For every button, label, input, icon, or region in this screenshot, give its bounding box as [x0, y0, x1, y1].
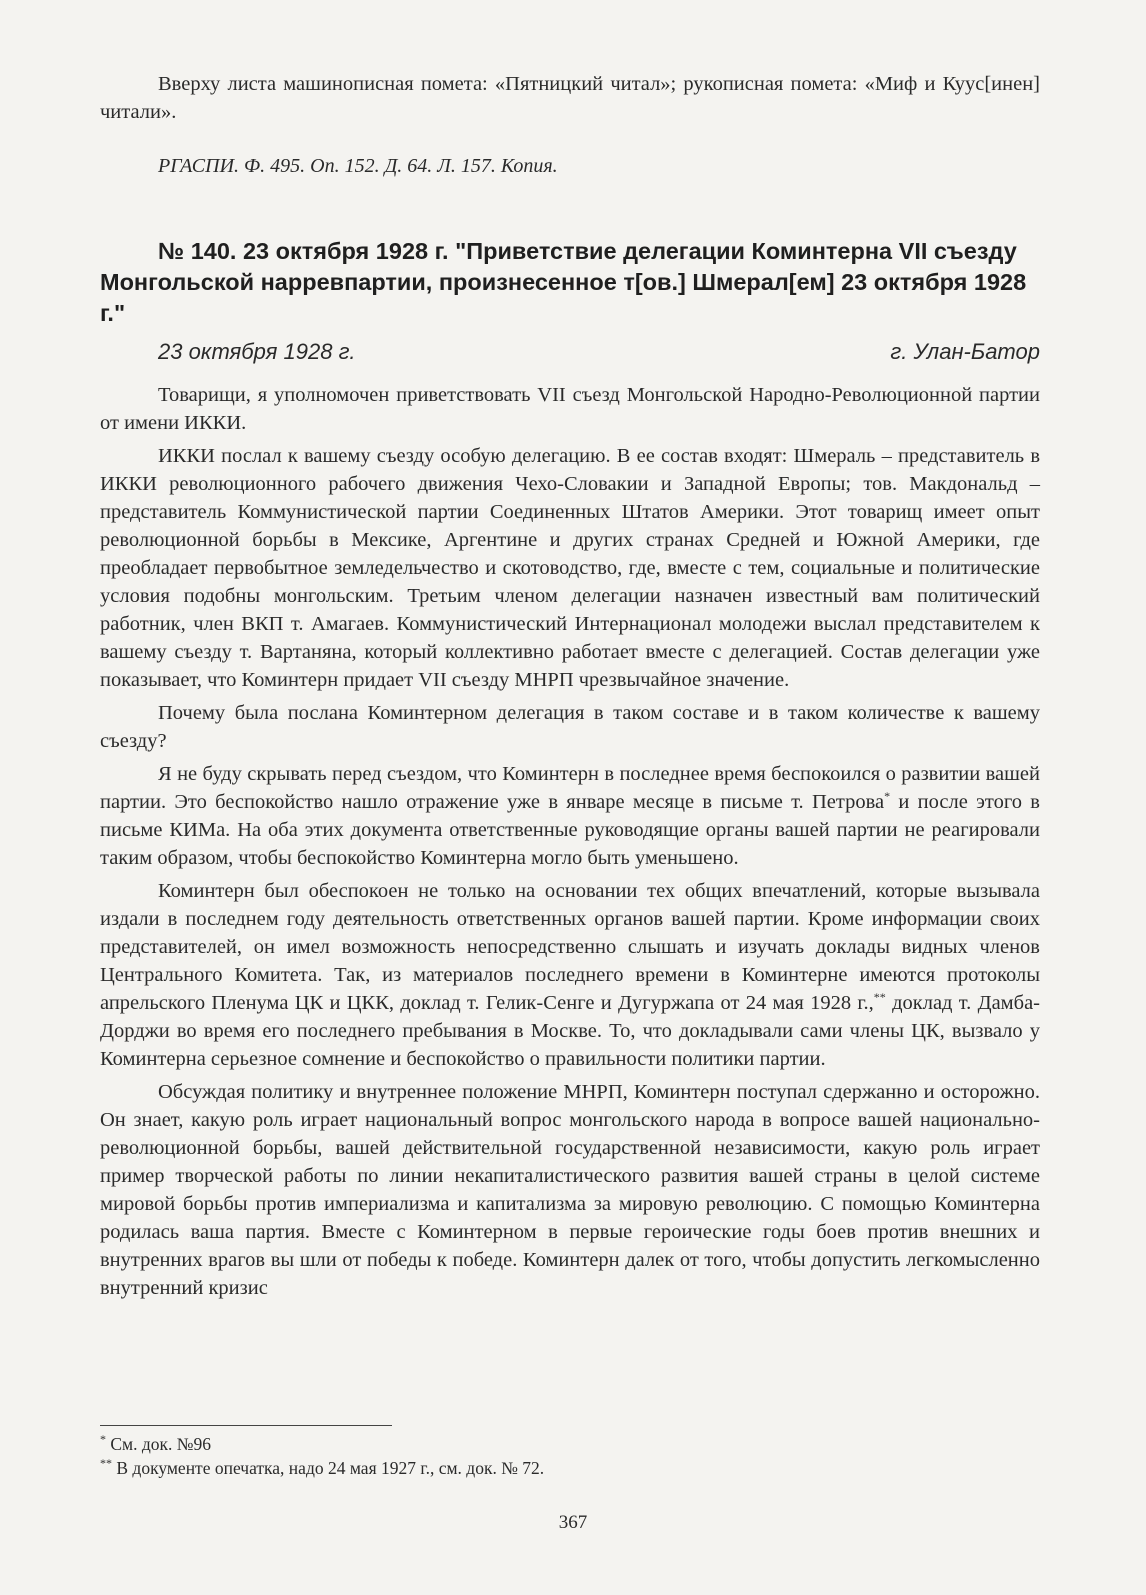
paragraph-6: Обсуждая политику и внутреннее положение МНРП, Коминтерн поступал сдержанно и осторожно. Он знает, какую роль играет национальный вопрос монгольского народа в вопросе вашей национально-революционной борьбы, вашей действительной государственной независимости, какую роль играет пример творческой работы по линии некапиталистического развития вашей страны в целой системе мировой борьбы против империализма и капитализма за мировую революцию. С помощью Коминтерна родилась ваша партия. Вместе с Коминтерном в первые героические годы боев против внешних и внутренних врагов вы шли от победы к победе. Коминтерн далек от того, чтобы допустить легкомысленно внутренний кризис: [100, 1081, 1040, 1299]
footnote-1-mark: *: [100, 1432, 106, 1447]
footnotes: [100, 1432, 1000, 1480]
document-date: 23 октября 1928 г.: [158, 339, 356, 364]
paragraph-2: ИККИ послал к вашему съезду особую делегацию. В ее состав входят: Шмераль – представитель в ИККИ революционного рабочего движения Чехо-Словакии и Западной Европы; тов. Макдональд – представитель Коммунистической партии Соединенных Штатов Америки. Этот товарищ имеет опыт революционной борьбы в Мексике, Аргентине и других странах Средней и Южной Америки, где преобладает первобытное земледельчество и скотоводство, где, вместе с тем, социальные и политические условия подобны монгольским. Третьим членом делегации назначен известный вам политический работник, член ВКП т. Амагаев. Коммунистический Интернационал молодежи выслал представителем к вашему съезду т. Вартаняна, который коллективно работает вместе с делегацией. Состав делегации уже показывает, что Коминтерн придает VII съезду МНРП чрезвычайное значение.: [100, 445, 1040, 691]
document-place: г. Улан-Батор: [890, 339, 1040, 364]
paragraph-5-part-1: Коминтерн был обеспокоен не только на основании тех общих впечатлений, которые вызывала издали в последнем году деятельность ответственных органов вашей партии. Кроме информации своих представителей, он имел возможность непосредственно слышать и изучать доклады видных членов Центрального Комитета. Так, из материалов последнего времени в Коминтерне имеются протоколы апрельского Пленума ЦК и ЦКК, доклад т. Гелик-Сенге и Дугуржапа от 24 мая 1928 г.,: [100, 880, 1040, 1014]
document-title: № 140. 23 октября 1928 г. "Приветствие делегации Коминтерна VII съезду Монгольской нарревпартии, произнесенное т[ов.] Шмерал[ем] 23 октября 1928 г.": [100, 238, 1027, 326]
archival-note: Вверху листа машинописная помета: «Пятницкий читал»; рукописная помета: «Миф и Куус[инен] читали».: [100, 73, 1040, 123]
footnote-divider: [100, 1425, 392, 1426]
footnote-1: [100, 1432, 1000, 1456]
footnote-ref-1[interactable]: *: [884, 789, 891, 804]
paragraph-5-part-2: доклад т. Дамба-Дорджи во время его последнего пребывания в Москве. То, что докладывали сами члены ЦК, вызвало у Коминтерна серьезное сомнение и беспокойство о правильности политики партии.: [100, 992, 1040, 1070]
footnote-1-text: См. док. №96: [106, 1434, 211, 1454]
paragraph-4-part-2: и после этого в письме КИМа. На оба этих документа ответственные руководящие органы вашей партии не реагировали таким образом, чтобы беспокойство Коминтерна могло быть уменьшено.: [100, 791, 1040, 869]
paragraph-5: [100, 877, 1040, 1073]
date-place-row: [100, 337, 1040, 367]
paragraph-4: [100, 760, 1040, 872]
footnote-2: [100, 1456, 1000, 1480]
archive-reference: РГАСПИ. Ф. 495. Оп. 152. Д. 64. Л. 157. Копия.: [158, 155, 558, 177]
paragraph-1: Товарищи, я уполномочен приветствовать VII съезд Монгольской Народно-Революционной партии от имени ИККИ.: [100, 384, 1040, 434]
paragraph-4-part-1: Я не буду скрывать перед съездом, что Коминтерн в последнее время беспокоился о развитии вашей партии. Это беспокойство нашло отражение уже в январе месяце в письме т. Петрова: [100, 763, 1040, 813]
paragraph-3: Почему была послана Коминтерном делегация в таком составе и в таком количестве к вашему съезду?: [100, 702, 1040, 752]
page-number: 367: [558, 1512, 588, 1533]
footnote-2-text: В документе опечатка, надо 24 мая 1927 г., см. док. № 72.: [112, 1458, 545, 1478]
page-body: [100, 70, 1040, 1302]
footnote-ref-2[interactable]: **: [873, 990, 886, 1005]
footnote-2-mark: **: [100, 1456, 112, 1471]
